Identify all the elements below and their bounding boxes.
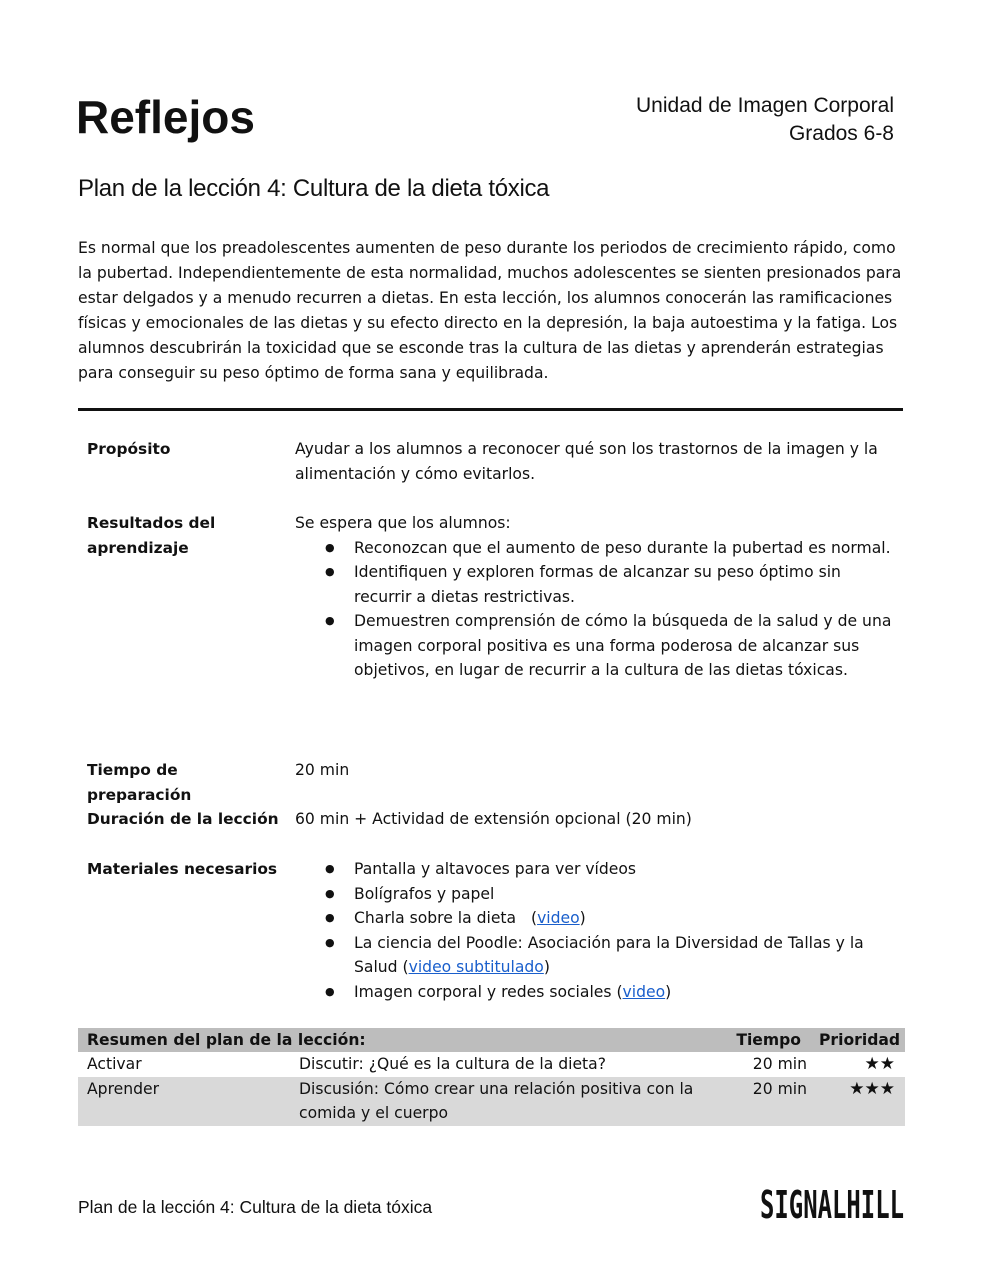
lesson-heading: Plan de la lección 4: Cultura de la dieta tóxica [78, 175, 550, 202]
purpose-label: Propósito [87, 440, 171, 458]
list-item: ● Reconozcan que el aumento de peso durante la pubertad es normal. [295, 536, 895, 561]
materials-label: Materiales necesarios [87, 860, 278, 878]
video-link-subtitled[interactable]: video subtitulado [408, 958, 544, 976]
grade-level: Grados 6-8 [788, 122, 894, 145]
table-row [78, 1077, 905, 1126]
time-header: Tiempo [736, 1031, 801, 1049]
activity-cell: Discutir: ¿Qué es la cultura de la dieta? [299, 1055, 606, 1073]
summary-table [78, 1028, 905, 1126]
unit-info [636, 92, 894, 148]
table-row [78, 1052, 905, 1077]
list-item: ● Imagen corporal y redes sociales (video) [295, 980, 895, 1005]
prep-text: 20 min [295, 761, 350, 779]
outcomes-list [295, 536, 895, 683]
time-cell: 20 min [752, 1079, 807, 1098]
duration-text: 60 min + Actividad de extensión opcional (20 min) [295, 810, 692, 828]
priority-header: Prioridad [819, 1031, 901, 1049]
outcomes-intro: Se espera que los alumnos: [295, 514, 511, 532]
outcomes-label: Resultados del aprendizaje [87, 514, 216, 557]
unit-name: Unidad de Imagen Corporal [636, 94, 894, 117]
logo-text: SIGNALHILL [760, 1183, 904, 1227]
signalhill-logo [760, 1178, 906, 1226]
list-item: ● Charla sobre la dieta (video) [295, 906, 895, 931]
list-item: ● Bolígrafos y papel [295, 882, 895, 907]
list-item: ● Demuestren comprensión de cómo la búsqueda de la salud y de una imagen corporal positiva es una forma poderosa de alcanzar sus objetivos, en lugar de recurrir a la cultura de las dietas tóxicas. [295, 609, 895, 683]
video-link[interactable]: video [537, 909, 580, 927]
section-divider [78, 408, 903, 411]
time-cell: 20 min [752, 1055, 807, 1073]
outcomes-block [295, 511, 895, 683]
prep-label: Tiempo de preparación [87, 761, 192, 804]
list-item: ● La ciencia del Poodle: Asociación para la Diversidad de Tallas y la Salud (video subtitulado) [295, 931, 895, 980]
priority-stars: ★★ [864, 1054, 895, 1074]
list-item: ● Identifiquen y exploren formas de alcanzar su peso óptimo sin recurrir a dietas restrictivas. [295, 560, 895, 609]
materials-block [295, 857, 895, 1004]
page-title: Reflejos [76, 91, 255, 143]
duration-label: Duración de la lección [87, 810, 279, 828]
priority-stars: ★★★ [849, 1078, 895, 1099]
phase-cell: Activar [87, 1055, 142, 1073]
phase-cell: Aprender [87, 1079, 160, 1098]
list-item: ● Pantalla y altavoces para ver vídeos [295, 857, 895, 882]
activity-cell: Discusión: Cómo crear una relación positiva con la comida y el cuerpo [299, 1079, 694, 1122]
video-link[interactable]: video [622, 982, 666, 1001]
summary-title: Resumen del plan de la lección: [87, 1031, 366, 1049]
materials-list [295, 857, 895, 1004]
summary-header [78, 1028, 905, 1052]
intro-paragraph: Es normal que los preadolescentes aumenten de peso durante los periodos de crecimiento rápido, como la pubertad. Independientemente de esta normalidad, muchos adolescentes se sienten presionados para estar delgados y a menudo recurren a dietas. En esta lección, los alumnos conocerán las ramificaciones físicas y emocionales de las dietas y su efecto directo en la depresión, la baja autoestima y la fatiga. Los alumnos descubrirán la toxicidad que se esconde tras la cultura de las dietas y aprenderán estrategias para conseguir su peso óptimo de forma sana y equilibrada. [78, 239, 902, 382]
footer-text: Plan de la lección 4: Cultura de la dieta tóxica [78, 1197, 433, 1217]
purpose-text: Ayudar a los alumnos a reconocer qué son los trastornos de la imagen y la alimentación y cómo evitarlos. [295, 440, 878, 483]
